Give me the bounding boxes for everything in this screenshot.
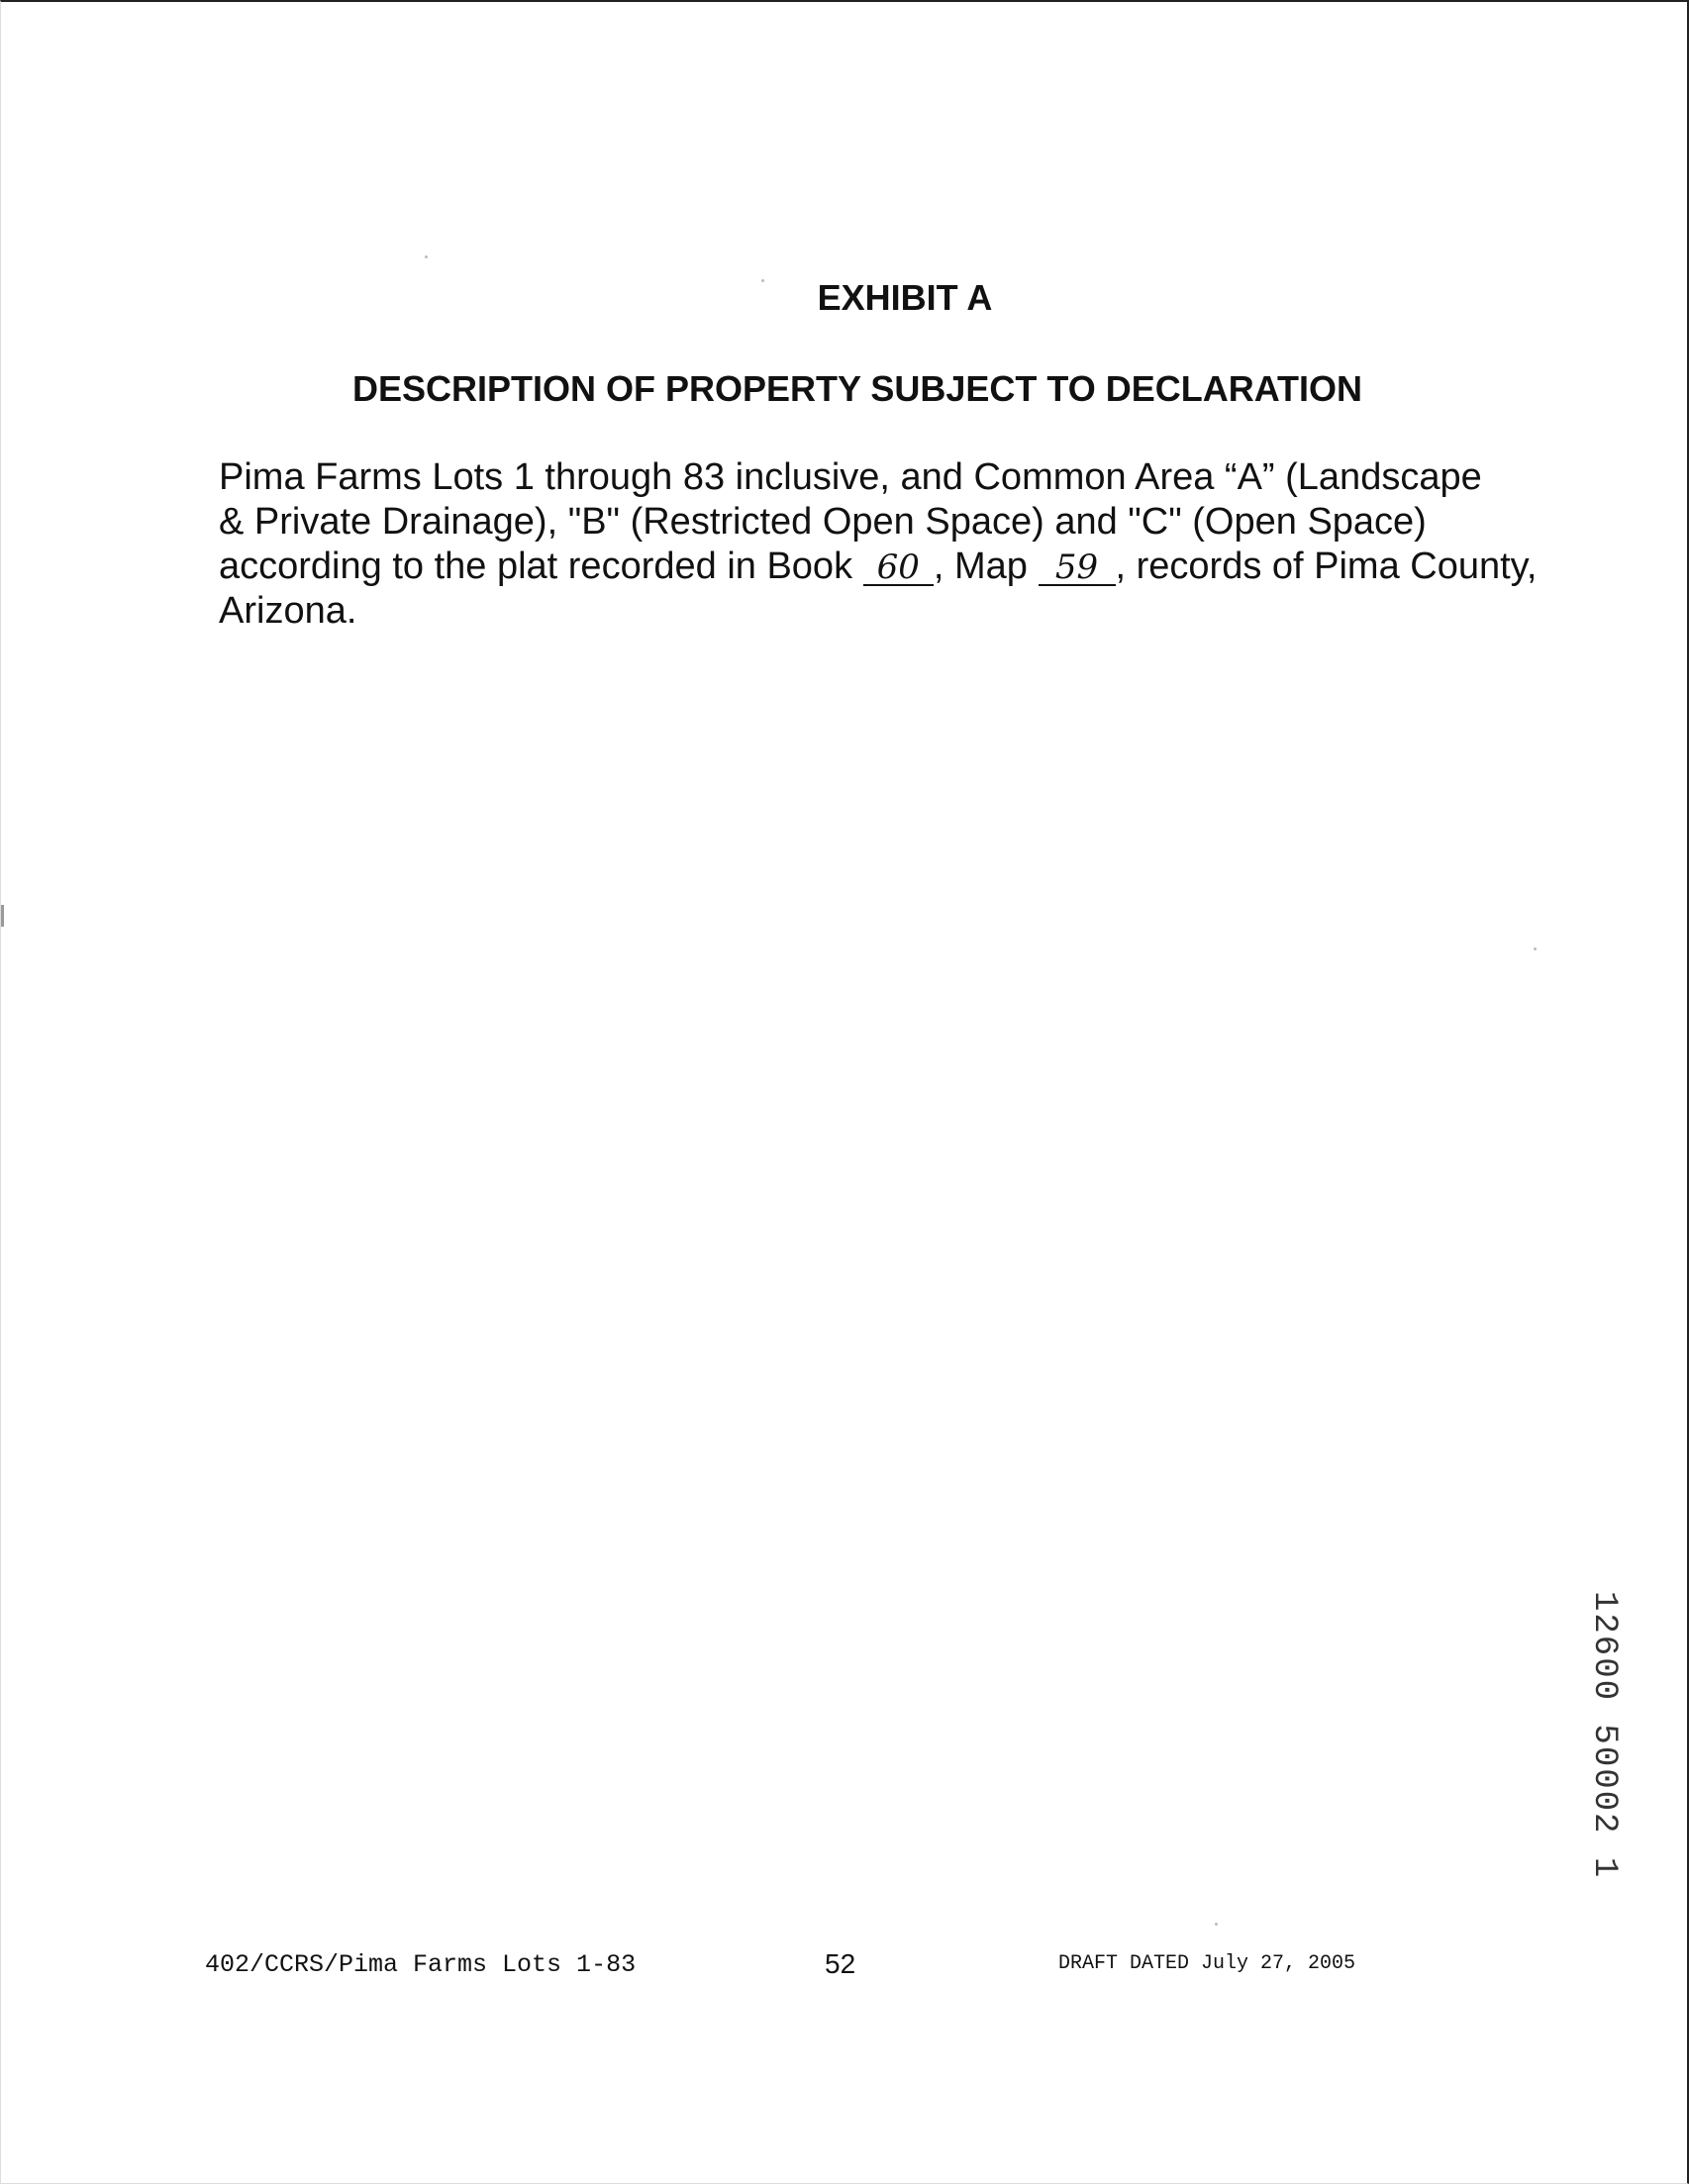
description-line-2: & Private Drainage), "B" (Restricted Open Space) and "C" (Open Space): [219, 501, 1427, 543]
draft-date: DRAFT DATED July 27, 2005: [1058, 1952, 1356, 1975]
description-title: DESCRIPTION OF PROPERTY SUBJECT TO DECLARATION: [351, 368, 1363, 409]
property-description: [219, 455, 1538, 634]
description-line-1: Pima Farms Lots 1 through 83 inclusive, and Common Area “A” (Landscape: [219, 456, 1482, 498]
scan-speck: [1215, 1923, 1218, 1926]
recording-stamp: 12600 50002 1: [1585, 1591, 1623, 1880]
book-number-handwritten: 60: [863, 550, 934, 586]
description-line-4: Arizona.: [219, 590, 357, 632]
scan-speck: [761, 279, 764, 282]
map-label: , Map: [933, 546, 1028, 587]
scan-edge-mark: [1, 905, 4, 927]
scan-speck: [1534, 947, 1537, 950]
page-footer: [1, 1950, 1689, 1990]
map-number-handwritten: 59: [1039, 550, 1116, 586]
county-text: , records of Pima County,: [1115, 546, 1538, 587]
exhibit-title: EXHIBIT A: [817, 277, 993, 318]
page-number: 52: [825, 1948, 856, 1979]
book-label: according to the plat recorded in Book: [219, 546, 853, 587]
scan-speck: [425, 255, 428, 258]
description-line-3: [219, 545, 1538, 589]
file-reference: 402/CCRS/Pima Farms Lots 1-83: [205, 1950, 637, 1979]
